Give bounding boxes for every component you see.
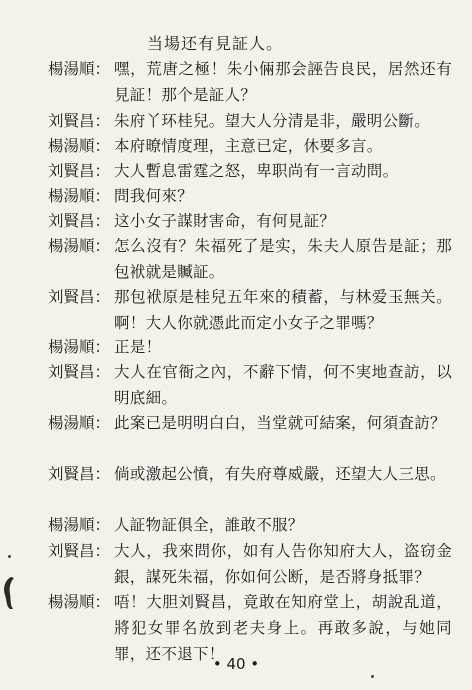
dialogue-line-12	[48, 461, 452, 487]
speaker-label: 刘賢昌：	[48, 363, 111, 381]
speaker-label: 刘賢昌：	[48, 162, 111, 180]
dialogue-line-3	[48, 133, 452, 159]
dialogue-line-7	[48, 233, 452, 285]
stage-direction: 当場还有見証人。	[147, 34, 284, 53]
dialogue-text: 大人在官衙之內，不辭下情，何不実地查訪，以明底細。	[114, 363, 452, 407]
dialogue-text: 大人，我來問你，如有人告你知府大人，盗窃金銀，謀死朱福，你如何公断，是否將身抵罪？	[114, 542, 452, 586]
speaker-label: 楊湯順：	[48, 60, 111, 78]
dialogue-line-9	[48, 334, 452, 360]
dialogue-text: 人証物証俱全，誰敢不服？	[114, 516, 304, 534]
dialogue-text: 大人暫息雷霆之怒，卑职尚有一言动問。	[114, 162, 399, 180]
speaker-label: 刘賢昌：	[48, 288, 111, 306]
speaker-label: 刘賢昌：	[48, 465, 111, 483]
dialogue-text: 怎么沒有？朱福死了是实，朱夫人原告是証；那包袱就是贓証。	[114, 237, 452, 281]
dialogue-text: 朱府丫环桂兒。望大人分清是非，嚴明公斷。	[114, 112, 431, 130]
dialogue-text: 嘿，荒唐之極！朱小倆那会誣告良民，居然还有見証！那个是証人？	[114, 60, 452, 104]
speaker-label: 楊湯順：	[48, 237, 111, 255]
speaker-label: 楊湯順：	[48, 187, 111, 205]
speaker-label: 刘賢昌：	[48, 212, 111, 230]
speaker-label: 刘賢昌：	[48, 112, 111, 130]
dialogue-text: 那包袱原是桂兒五年來的積蓄，与林爱玉無关。啊！大人你就憑此而定小女子之罪嗎？	[114, 288, 452, 332]
dialogue-text: 問我何來？	[114, 187, 194, 205]
scan-speck	[8, 555, 11, 558]
scan-speck	[371, 675, 374, 678]
speaker-label: 楊湯順：	[48, 516, 111, 534]
dialogue-text: 倘或激起公憤，有失府尊威嚴，还望大人三思。	[114, 465, 446, 483]
dialogue-text: 这小女子謀財害命，有何見証？	[114, 212, 336, 230]
dialogue-text: 唔！大胆刘賢昌，竟敢在知府堂上，胡說乱道，將犯女罪名放到老夫身上。再敢多說，与她同罪，还不退下！	[114, 593, 452, 663]
dialogue-line-5	[48, 183, 452, 209]
scan-edge-mark-icon	[2, 575, 16, 611]
dialogue-line-4	[48, 158, 452, 184]
speaker-label: 楊湯順：	[48, 593, 111, 611]
dialogue-line-11	[48, 410, 452, 436]
dialogue-text: 此案已是明明白白，当堂就可結案，何須査訪？	[114, 414, 446, 432]
dialogue-line-2	[48, 108, 452, 134]
dialogue-text: 正是！	[114, 338, 162, 356]
dialogue-line-10	[48, 359, 452, 411]
speaker-label: 楊湯順：	[48, 338, 111, 356]
dialogue-line-14	[48, 538, 452, 590]
dialogue-line-6	[48, 208, 452, 234]
speaker-label: 刘賢昌：	[48, 542, 111, 560]
dialogue-line-13	[48, 512, 452, 538]
speaker-label: 楊湯順：	[48, 414, 111, 432]
speaker-label: 楊湯順：	[48, 137, 111, 155]
dialogue-line-1	[48, 56, 452, 108]
dialogue-line-8	[48, 284, 452, 336]
dialogue-text: 本府暸情度理，主意已定，休要多言。	[114, 137, 383, 155]
page-number: • 40 •	[212, 655, 260, 673]
